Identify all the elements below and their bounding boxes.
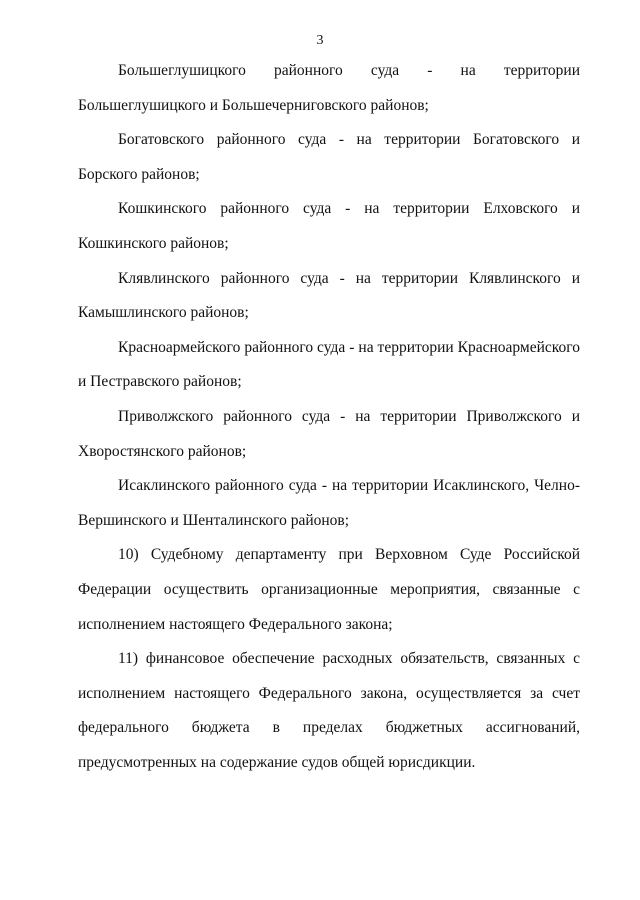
page-number: 3 (316, 33, 324, 48)
paragraph-bogatovsky-court: Богатовского районного суда - на территории Богатовского и Борского районов; (78, 131, 580, 183)
paragraph-isaklinsky-court: Исаклинского районного суда - на территории Исаклинского, Челно-Вершинского и Шенталинского районов; (78, 477, 580, 529)
paragraph-klyavlinsky-court: Клявлинского районного суда - на территории Клявлинского и Камышлинского районов; (78, 269, 580, 322)
paragraph-krasnoarmeysky-court: Красноармейского районного суда - на территории Красноармейского и Пестравского районов; (78, 338, 580, 391)
paragraph-bolsheglushitsky-court: Большеглушицкого районного суда - на территории Большеглушицкого и Большечерниговского районов; (78, 62, 580, 114)
document-body (78, 54, 580, 780)
paragraph-privolzhsky-court: Приволжского районного суда - на территории Приволжского и Хворостянского районов; (78, 407, 580, 460)
paragraph-koshkinsky-court: Кошкинского районного суда - на территории Елховского и Кошкинского районов; (78, 200, 580, 252)
paragraph-item-10-judicial-department: 10) Судебному департаменту при Верховном Суде Российской Федерации осуществить организационные мероприятия, связанные с исполнением настоящего Федерального закона; (78, 546, 580, 633)
paragraph-item-11-financing: 11) финансовое обеспечение расходных обязательств, связанных с исполнением настоящего Федерального закона, осуществляется за счет федерального бюджета в пределах бюджетных ассигнований, предусмотренных на содержание судов общей юрисдикции. (78, 650, 580, 771)
